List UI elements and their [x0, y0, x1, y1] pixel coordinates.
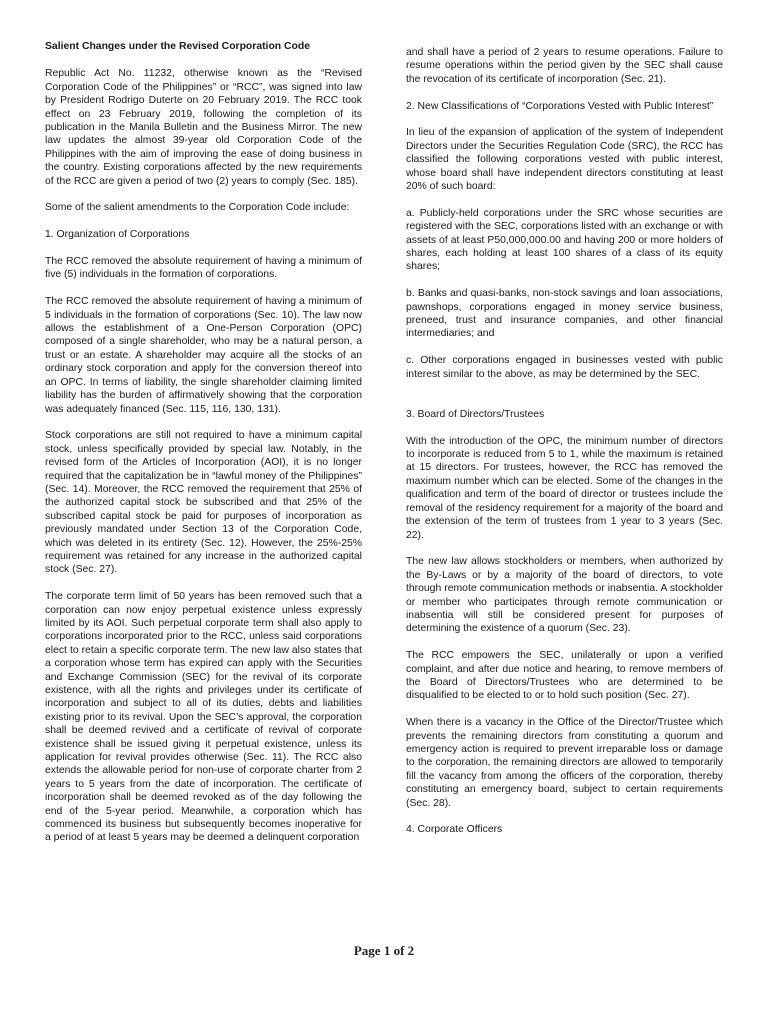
right-column — [406, 46, 723, 837]
footer-page-number: 1 — [383, 943, 391, 958]
list-item-a: a. Publicly-held corporations under the SRC whose securities are registered with the SEC, corporations listed with an exchange or with assets of at least P50,000,000.00 and having 200 or more holders of shares, each holding at least 100 shares of a class of its equity shares; — [406, 207, 723, 273]
list-item-b: b. Banks and quasi-banks, non-stock savings and loan associations, pawnshops, corporations engaged in money service business, preneed, trust and insurance companies, and other financial intermediaries; and — [406, 288, 723, 340]
paragraph-independent-directors: In lieu of the expansion of application of the system of Independent Directors under the Securities Regulation Code (SRC), the RCC has classified the following corporations vested with public interest, whose board shall have independent directors constituting at least 20% of such board: — [406, 127, 723, 193]
paragraph-capital-stock: Stock corporations are still not required to have a minimum capital stock, unless specifically provided by special law. Notably, in the revised form of the Articles of Incorporation (AOI), it is no longer required that the capitalization be in “lawful money of the Philippines” (Sec. 14). Moreover, the RCC removed the requirement that 25% of the authorized capital stock be subscribed and that 25% of the subscribed capital stock be paid for purposes of incorporation as previously mandated under Section 13 of the Corporation Code, which was deleted in its entirety (Sec. 12). However, the 25%-25% requirement was retained for any increase in the authorized capital stock (Sec. 27). — [45, 430, 362, 576]
footer-of-word: of — [393, 943, 405, 958]
footer-page-word: Page — [353, 943, 381, 958]
paragraph-resume-operations: and shall have a period of 2 years to resume operations. Failure to resume operations within the period given by the SEC shall cause the revocation of its certificate of incorporation (Sec. 21). — [406, 47, 723, 85]
spacer — [406, 394, 723, 407]
left-column — [45, 40, 362, 845]
section-heading-public-interest: 2. New Classifications of “Corporations Vested with Public Interest” — [406, 100, 714, 112]
intro-paragraph: Republic Act No. 11232, otherwise known as the “Revised Corporation Code of the Philippines” or “RCC”, was signed into law by President Rodrigo Duterte on 20 February 2019. The RCC took effect on 23 February 2019, following the completion of its publication in the Manila Bulletin and the Business Mirror. The new law updates the almost 39-year old Corporation Code of the Philippines with the aim of improving the ease of doing business in the country. Existing corporations affected by the new requirements of the RCC are given a period of two (2) years to comply (Sec. 185). — [45, 68, 362, 187]
section-heading-officers: 4. Corporate Officers — [406, 824, 503, 836]
footer-total-pages: 2 — [407, 943, 415, 958]
list-item-c: c. Other corporations engaged in businesses vested with public interest similar to the above, as may be determined by the SEC. — [406, 355, 723, 380]
page-footer — [0, 943, 768, 959]
amendments-intro: Some of the salient amendments to the Corporation Code include: — [45, 202, 350, 214]
paragraph-minimum-individuals: The RCC removed the absolute requirement of having a minimum of five (5) individuals in the formation of corporations. — [45, 256, 362, 281]
paragraph-remote-voting: The new law allows stockholders or members, when authorized by the By-Laws or by a majority of the board of directors, to vote through remote communication methods or inabsentia. A stockholder or member who participates through remote communication or inabsentia will still be considered present for purposes of determining the existence of a quorum (Sec. 23). — [406, 556, 723, 635]
section-heading-board: 3. Board of Directors/Trustees — [406, 408, 545, 420]
paragraph-sec-removal: The RCC empowers the SEC, unilaterally or upon a verified complaint, and after due notice and hearing, to remove members of the Board of Directors/Trustees who are determined to be disqualified to be elected to or to hold such position (Sec. 27). — [406, 650, 723, 702]
paragraph-corporate-term: The corporate term limit of 50 years has been removed such that a corporation can now enjoy perpetual existence unless expressly limited by its AOI. Such perpetual corporate term shall also apply to corporations incorporated prior to the RCC, unless said corporations elect to retain a specific corporate term. The new law also states that a corporation whose term has expired can apply with the Securities and Exchange Commission (SEC) for the revival of its corporate existence, with all the rights and privileges under its certificate of incorporation and subject to all of its duties, debts and liabilities existing prior to its revival. Upon the SEC’s approval, the corporation shall be deemed revived and a certificate of revival of corporate existence shall be issued giving it perpetual existence, unless its application for revival provides otherwise (Sec. 11). The RCC also extends the allowable period for non-use of corporate charter from 2 years to 5 years from the date of incorporation. The certificate of incorporation shall be deemed revoked as of the day following the end of the 5-year period. Meanwhile, a corporation which has commenced its business but subsequently becomes inoperative for a period of at least 5 years may be deemed a delinquent corporation — [45, 591, 362, 844]
paragraph-emergency-board: When there is a vacancy in the Office of the Director/Trustee which prevents the remaining directors from constituting a quorum and emergency action is required to prevent irreparable loss or damage to the corporation, the remaining directors are allowed to temporarily fill the vacancy from among the officers of the corporation, thereby constituting an emergency board, subject to certain requirements (Sec. 28). — [406, 717, 723, 809]
paragraph-opc: The RCC removed the absolute requirement of having a minimum of 5 individuals in the formation of corporations (Sec. 10). The law now allows the establishment of a One-Person Corporation (OPC) composed of a single shareholder, who may be a natural person, a trust or an estate. A shareholder may acquire all the stocks of an ordinary stock corporation and apply for the conversion thereof into an OPC. In terms of liability, the single shareholder claiming limited liability has the burden of affirmatively showing that the corporation was adequately financed (Sec. 115, 116, 130, 131). — [45, 296, 362, 415]
document-title: Salient Changes under the Revised Corporation Code — [45, 41, 311, 52]
paragraph-opc-directors: With the introduction of the OPC, the minimum number of directors to incorporate is reduced from 5 to 1, while the maximum is retained at 15 directors. For trustees, however, the RCC has removed the maximum number which can be elected. Some of the changes in the qualification and term of the board of director or trustees include the removal of the residency requirement for a majority of the board and the extension of the term of trustees from 1 year to 3 years (Sec. 22). — [406, 435, 723, 541]
section-heading-organization: 1. Organization of Corporations — [45, 229, 190, 241]
